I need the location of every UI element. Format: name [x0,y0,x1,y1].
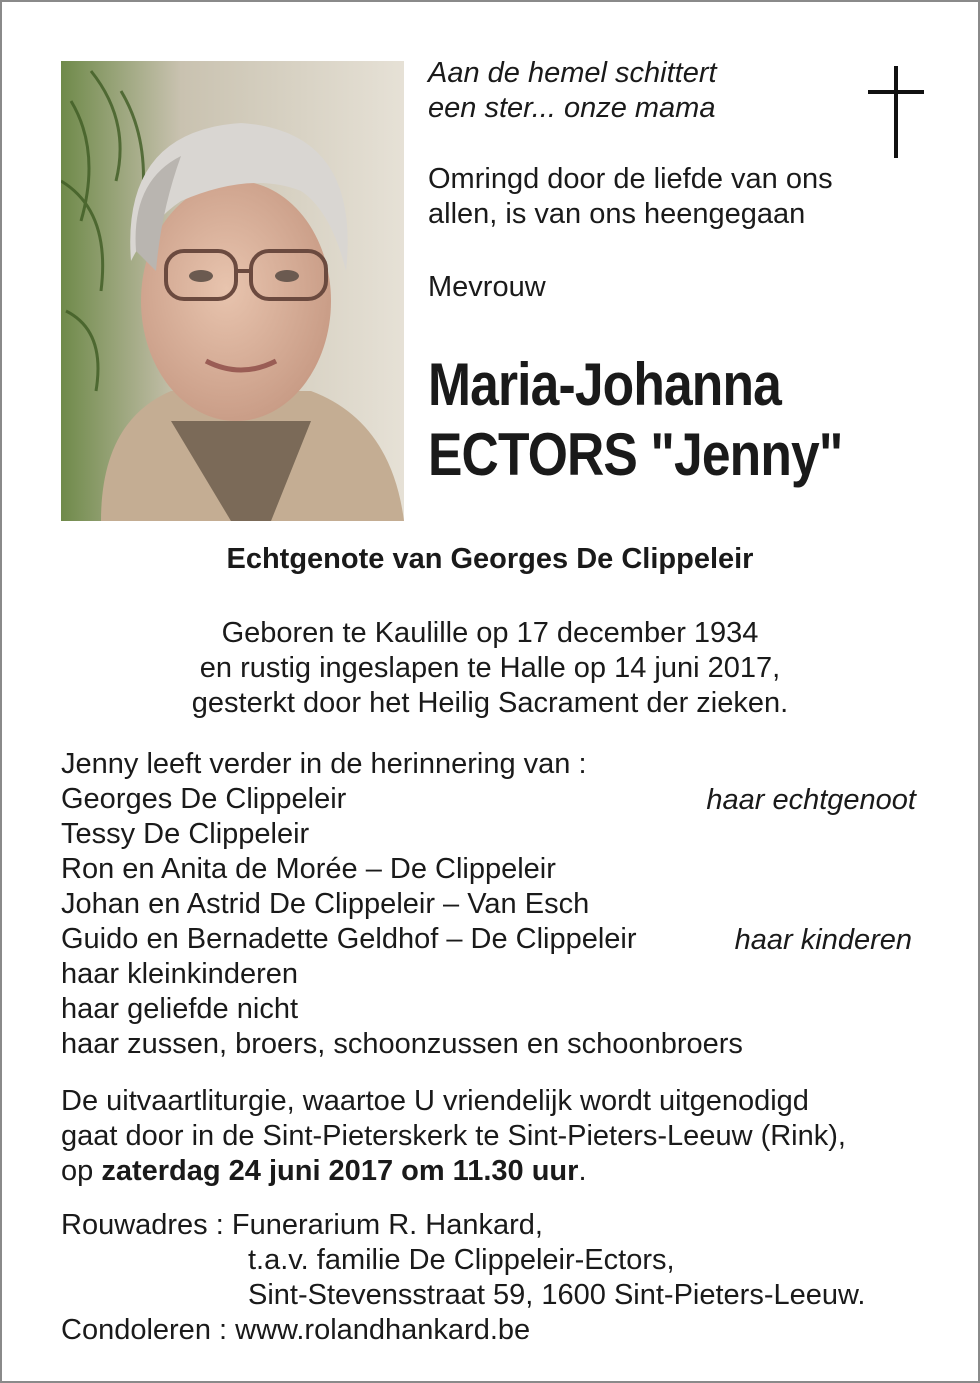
funeral-suffix: . [578,1155,587,1187]
address-text: Funerarium R. Hankard, [231,1209,543,1241]
intro [428,162,833,232]
deceased-name [428,350,842,490]
motto-line: een ster... onze mama [428,92,716,124]
family-line: Jenny leeft verder in de herinnering van : [61,748,587,780]
intro-line: allen, is van ons heengegaan [428,198,806,230]
address-line [61,1208,865,1243]
funeral-line [61,1154,846,1189]
address-block [61,1208,865,1348]
born-line: en rustig ingeslapen te Halle op 14 juni 2017, [199,652,781,684]
address-label: Rouwadres : [61,1209,232,1241]
honorific: Mevrouw [428,271,546,303]
family-line: Tessy De Clippeleir [61,818,310,850]
family-line: Ron en Anita de Morée – De Clippeleir [61,853,556,885]
first-name: Maria-Johanna [428,351,781,418]
funeral-prefix: op [61,1155,102,1187]
condolence-line [61,1313,865,1348]
portrait-photo [61,61,404,521]
born-line: gesterkt door het Heilig Sacrament der zieken. [191,687,789,719]
family-line: Johan en Astrid De Clippeleir – Van Esch [61,888,590,920]
family-line: haar zussen, broers, schoonzussen en schoonbroers [61,1028,743,1060]
relation-spouse: haar echtgenoot [706,784,916,816]
funeral-date: zaterdag 24 juni 2017 om 11.30 uur [101,1155,579,1187]
intro-line: Omringd door de liefde van ons [428,163,833,195]
last-name: ECTORS "Jenny" [428,421,843,488]
family-line: Guido en Bernadette Geldhof – De Clippeleir [61,923,637,955]
motto-line: Aan de hemel schittert [428,57,717,89]
spouse-line: Echtgenote van Georges De Clippeleir [226,543,754,575]
funeral-line: gaat door in de Sint-Pieterskerk te Sint-Pieters-Leeuw (Rink), [61,1120,846,1152]
website-link[interactable]: www.rolandhankard.be [235,1314,531,1346]
relation-children: haar kinderen [734,924,912,956]
funeral-line: De uitvaartliturgie, waartoe U vriendelijk wordt uitgenodigd [61,1085,809,1117]
motto [428,56,717,126]
family-line: haar geliefde nicht [61,993,298,1025]
birth-death-info [2,616,978,721]
address-line: t.a.v. familie De Clippeleir-Ectors, [248,1244,675,1276]
family-line: Georges De Clippeleir [61,783,347,815]
address-line: Sint-Stevensstraat 59, 1600 Sint-Pieters-Leeuw. [248,1279,866,1311]
condolence-label: Condoleren : [61,1314,236,1346]
cross-icon [868,66,924,158]
family-list [61,747,743,1062]
family-line: haar kleinkinderen [61,958,298,990]
born-line: Geboren te Kaulille op 17 december 1934 [221,617,759,649]
funeral-info [61,1084,846,1189]
